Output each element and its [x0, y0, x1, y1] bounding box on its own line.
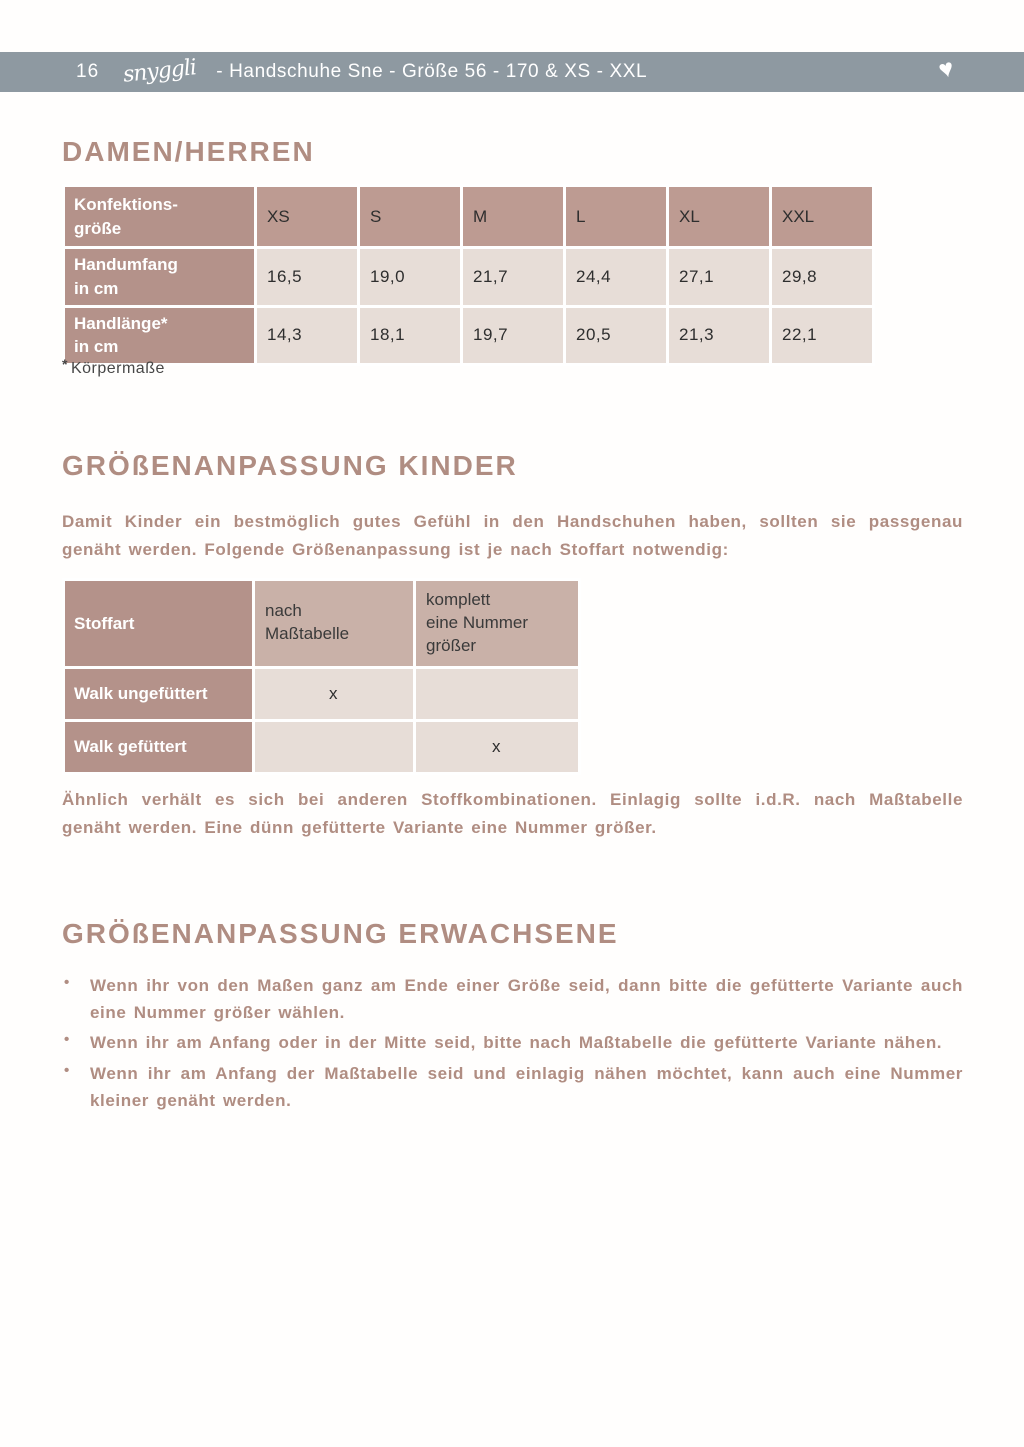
table-cell: 14,3 [256, 306, 359, 365]
corner-line-1: Konfektions- [74, 194, 178, 214]
kids-outro-paragraph: Ähnlich verhält es sich bei anderen Stoffkombinationen. Einlagig sollte i.d.R. nach Maßtabelle genäht werden. Eine dünn gefütterte Variante eine Nummer größer. [62, 790, 963, 837]
row-label-cell: Walk gefüttert [64, 720, 254, 773]
size-column-header: XXL [771, 186, 874, 248]
bullet-text: Wenn ihr von den Maßen ganz am Ende einer Größe seid, dann bitte die gefütterte Variante auch eine Nummer größer wählen. [90, 976, 963, 1023]
column-header-line: nach [265, 601, 302, 621]
brand-logo: snyggli [121, 55, 198, 88]
table-row-handumfang [64, 248, 874, 307]
size-table [62, 184, 875, 366]
size-column-header: M [462, 186, 565, 248]
size-table-header-row [64, 186, 874, 248]
list-item [62, 1060, 963, 1114]
column-header-line: größer [426, 635, 477, 655]
adults-bullet-list [62, 972, 963, 1117]
table-cell: 19,0 [359, 248, 462, 307]
table-cell: 24,4 [565, 248, 668, 307]
table-cell: 16,5 [256, 248, 359, 307]
list-item [62, 1029, 963, 1056]
row-label-cell [64, 248, 256, 307]
bullet-icon: • [64, 974, 70, 991]
document-title: - Handschuhe Sne - Größe 56 - 170 & XS - XXL [216, 61, 648, 82]
size-column-header: XS [256, 186, 359, 248]
section-heading-erwachsene: GRÖßENANPASSUNG ERWACHSENE [62, 918, 619, 949]
table-cell: 20,5 [565, 306, 668, 365]
bullet-icon: • [64, 1061, 70, 1079]
table-cell: 21,7 [462, 248, 565, 307]
page-number: 16 [76, 61, 100, 82]
fabric-adjustment-table [62, 578, 581, 775]
bullet-icon: • [64, 1031, 70, 1049]
footnote-asterisk: * [62, 356, 68, 372]
row-label-line-2: in cm [74, 337, 119, 357]
table-cell: 27,1 [668, 248, 771, 307]
size-column-header: XL [668, 186, 771, 248]
footnote-text: Körpermaße [70, 360, 165, 377]
section-heading-kinder: GRÖßENANPASSUNG KINDER [62, 450, 518, 481]
table-row-walk-ungefuettert [64, 667, 580, 720]
fabric-table-header-row [64, 580, 580, 668]
page-header-bar [0, 52, 1024, 92]
fabric-column-header-groesser [415, 580, 580, 668]
list-item [62, 972, 963, 1026]
table-row-walk-gefuettert [64, 720, 580, 773]
fabric-table-corner-cell: Stoffart [64, 580, 254, 668]
row-label-line-2: in cm [74, 278, 119, 298]
column-header-line: komplett [426, 590, 491, 609]
row-label-cell: Walk ungefüttert [64, 667, 254, 720]
bullet-text: Wenn ihr am Anfang der Maßtabelle seid und einlagig nähen möchtet, kann auch eine Nummer kleiner genäht werden. [90, 1063, 963, 1110]
size-column-header: S [359, 186, 462, 248]
corner-line-2: größe [74, 218, 122, 238]
row-label-line-1: Handlänge* [74, 313, 168, 333]
table-cell: 18,1 [359, 306, 462, 365]
column-header-line: eine Nummer [426, 612, 529, 632]
column-header-line: Maßtabelle [265, 624, 350, 644]
fabric-column-header-masstabelle [254, 580, 415, 668]
table-cell: 22,1 [771, 306, 874, 365]
size-table-corner-cell [64, 186, 256, 248]
table-cell: 21,3 [668, 306, 771, 365]
table-cell [254, 720, 415, 773]
table-cell: x [415, 720, 580, 773]
table-footnote [62, 356, 165, 378]
table-row-handlaenge [64, 306, 874, 365]
row-label-line-1: Handumfang [74, 255, 178, 274]
table-cell: 29,8 [771, 248, 874, 307]
kids-intro-paragraph: Damit Kinder ein bestmöglich gutes Gefühl in den Handschuhen haben, sollten sie passgenau genäht werden. Folgende Größenanpassung ist je nach Stoffart notwendig: [62, 512, 963, 559]
table-cell: x [254, 667, 415, 720]
table-cell: 19,7 [462, 306, 565, 365]
table-cell [415, 667, 580, 720]
heart-icon: ♥ [935, 53, 958, 85]
section-heading-damen-herren: DAMEN/HERREN [62, 136, 315, 167]
size-column-header: L [565, 186, 668, 248]
bullet-text: Wenn ihr am Anfang oder in der Mitte seid, bitte nach Maßtabelle die gefütterte Variante nähen. [90, 1033, 943, 1053]
